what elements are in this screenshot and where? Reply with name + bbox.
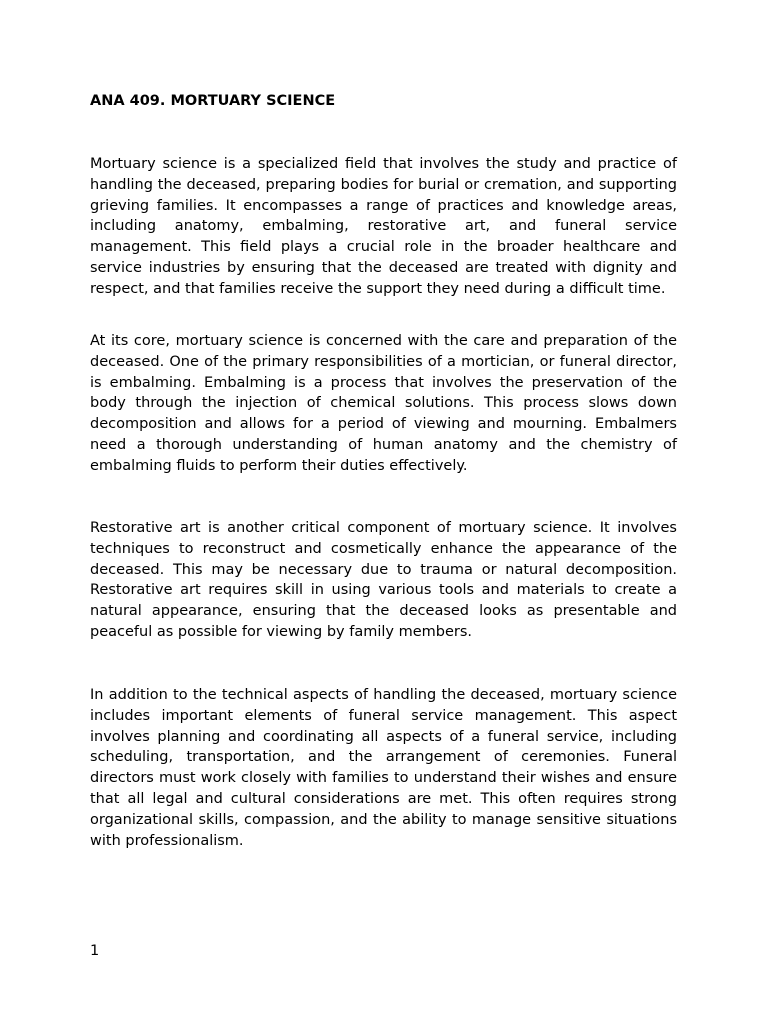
paragraph-funeral-management: In addition to the technical aspects of handling the deceased, mortuary science includes important elements of funeral service management. This aspect involves planning and coordinating all aspects of a funeral service, including scheduling, transportation, and the arrangement of ceremonies. Funeral directors must work closely with families to understand their wishes and ensure that all legal and cultural considerations are met. This often requires strong organizational skills, compassion, and the ability to manage sensitive situations with professionalism.	[90, 687, 677, 849]
paragraph-intro: Mortuary science is a specialized field that involves the study and practice of handling the deceased, preparing bodies for burial or cremation, and supporting grieving families. It encompasses a range of practices and knowledge areas, including anatomy, embalming, restorative art, and funeral service management. This field plays a crucial role in the broader healthcare and service industries by ensuring that the deceased are treated with dignity and respect, and that families receive the support they need during a difficult time.	[90, 156, 677, 297]
page-number: 1	[90, 943, 100, 959]
paragraph-restorative-art: Restorative art is another critical component of mortuary science. It involves techniques to reconstruct and cosmetically enhance the appearance of the deceased. This may be necessary due to trauma or natural decomposition. Restorative art requires skill in using various tools and materials to create a natural appearance, ensuring that the deceased looks as presentable and peaceful as possible for viewing by family members.	[90, 520, 677, 640]
document-title: ANA 409. MORTUARY SCIENCE	[90, 93, 336, 109]
paragraph-embalming: At its core, mortuary science is concerned with the care and preparation of the deceased. One of the primary responsibilities of a mortician, or funeral director, is embalming. Embalming is a process that involves the preservation of the body through the injection of chemical solutions. This process slows down decomposition and allows for a period of viewing and mourning. Embalmers need a thorough understanding of human anatomy and the chemistry of embalming fluids to perform their duties effectively.	[90, 333, 677, 474]
